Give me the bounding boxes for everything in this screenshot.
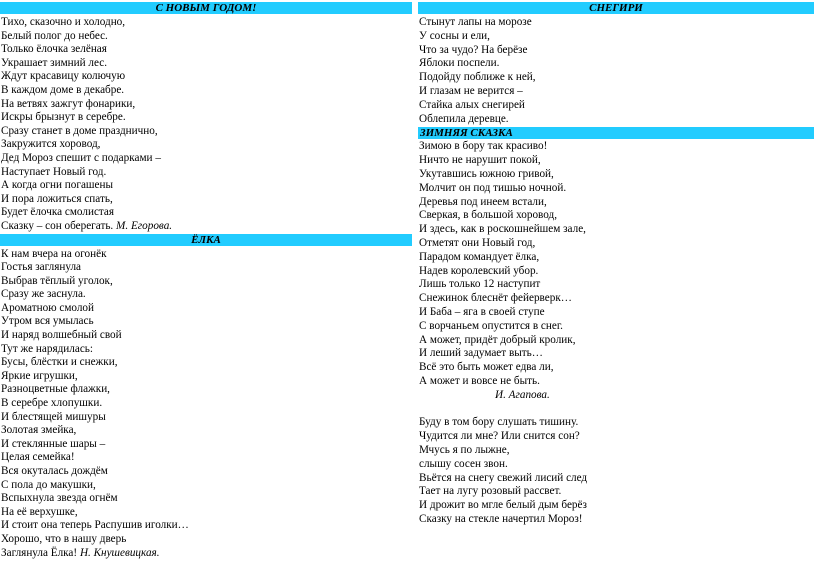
poem-line: Стынут лапы на морозе bbox=[419, 16, 532, 28]
poem1-last-text: Сказку – сон оберегать. bbox=[1, 219, 114, 232]
poem-line: Парадом командует ёлка, bbox=[419, 250, 540, 263]
poem-line: Сверкая, в большой хоровод, bbox=[419, 209, 558, 222]
poem-line: И стеклянные шары – bbox=[1, 437, 106, 450]
poem-line: На её верхушке, bbox=[1, 505, 78, 518]
poem-line: И блестящей мишуры bbox=[1, 410, 106, 423]
poem-line: С пола до макушки, bbox=[1, 478, 96, 491]
poem-line: Золотая змейка, bbox=[1, 424, 77, 437]
right-column bbox=[418, 2, 814, 527]
poem-line: Ждут красавицу колючую bbox=[1, 70, 126, 83]
poem-line: И леший задумает выть… bbox=[419, 347, 543, 360]
poem-line: Искры брызнут в серебре. bbox=[1, 111, 126, 124]
poem-line: Белый полог до небес. bbox=[1, 29, 108, 42]
poem-title-zimnyaya-skazka: ЗИМНЯЯ СКАЗКА bbox=[418, 127, 814, 139]
poem2-last-text: Заглянула Ёлка! bbox=[1, 546, 78, 559]
poem-line: Ароматною смолой bbox=[1, 301, 95, 314]
poem-line: Деревья под инеем встали, bbox=[419, 195, 547, 208]
poem1-last-line bbox=[0, 220, 412, 234]
poem-line: Наступает Новый год. bbox=[1, 165, 107, 178]
poem-line: Утром вся умылась bbox=[1, 315, 94, 328]
poem-line: Дед Мороз спешит с подарками – bbox=[1, 151, 161, 164]
poem-title-snegiri: СНЕГИРИ bbox=[418, 2, 814, 14]
poem-line: Лишь только 12 наступит bbox=[419, 278, 541, 291]
poem-line: Сказку на стекле начертил Мороз! bbox=[419, 512, 583, 525]
poem-line: В серебре хлопушки. bbox=[1, 397, 103, 410]
poem-line: В каждом доме в декабре. bbox=[1, 83, 125, 96]
poem-line: Яблоки поспели. bbox=[419, 57, 500, 70]
poem-line: У сосны и ели, bbox=[419, 29, 490, 42]
poem2-author: Н. Кнушевицкая. bbox=[79, 546, 160, 559]
poem-line: Чудится ли мне? Или снится сон? bbox=[419, 430, 580, 443]
poem-line: Яркие игрушки, bbox=[1, 369, 78, 382]
poem-line: Украшает зимний лес. bbox=[1, 56, 107, 69]
poem-line: С ворчаньем опустится в снег. bbox=[419, 319, 563, 332]
poem-line: Надев королевский убор. bbox=[419, 264, 539, 277]
poem1-author: М. Егорова. bbox=[116, 219, 173, 232]
poem-line: Мчусь я по лыжне, bbox=[419, 443, 510, 456]
poem-line: Выбрав тёплый уголок, bbox=[1, 274, 113, 287]
poem-line: И Баба – яга в своей ступе bbox=[419, 305, 545, 318]
poem-line: Только ёлочка зелёная bbox=[1, 43, 107, 56]
poem-line: Закружится хоровод, bbox=[1, 138, 101, 151]
poem-line: Вьётся на снегу свежий лисий след bbox=[419, 471, 588, 484]
poem-line: слышу сосен звон. bbox=[419, 457, 508, 470]
poem2-lines bbox=[0, 248, 412, 547]
poem4-author: И. Агапова. bbox=[495, 388, 550, 401]
poem-line: И наряд волшебный свой bbox=[1, 329, 122, 342]
poem4-lines bbox=[418, 140, 814, 388]
poem-line: Гостья заглянула bbox=[1, 261, 82, 274]
poem-line: Молчит он под тишью ночной. bbox=[419, 181, 567, 194]
poem-line: А когда огни погашены bbox=[1, 179, 113, 192]
poem-line: Всё это быть может едва ли, bbox=[419, 361, 554, 374]
poem-line: Разноцветные флажки, bbox=[1, 383, 110, 396]
poem4-lines2 bbox=[418, 416, 814, 526]
poem-line: Бусы, блёстки и снежки, bbox=[1, 356, 118, 369]
poem3-lines bbox=[418, 16, 814, 126]
poem-line: Сразу станет в доме празднично, bbox=[1, 124, 158, 137]
poem-line: А может и вовсе не быть. bbox=[419, 374, 540, 387]
poem-title-s-novym-godom: С НОВЫМ ГОДОМ! bbox=[0, 2, 412, 14]
poem-line: Стайка алых снегирей bbox=[419, 98, 525, 111]
poem2-last-line bbox=[0, 547, 412, 561]
poem-line: Будет ёлочка смолистая bbox=[1, 206, 115, 219]
poem-line: А может, придёт добрый кролик, bbox=[419, 333, 576, 346]
poem-line: Подойду поближе к ней, bbox=[419, 71, 536, 84]
poem-line: К нам вчера на огонёк bbox=[1, 247, 107, 260]
poem-line: Что за чудо? На берёзе bbox=[419, 43, 528, 56]
poem-line: Тут же нарядилась: bbox=[1, 342, 93, 355]
poem-line: Тает на лугу розовый рассвет. bbox=[419, 485, 562, 498]
poem-line: И пора ложиться спать, bbox=[1, 192, 113, 205]
poem-line: Зимою в бору так красиво! bbox=[419, 140, 548, 153]
poem-line: Укутавшись южною гривой, bbox=[419, 167, 554, 180]
poem-title-elka: ЁЛКА bbox=[0, 234, 412, 246]
stanza-gap bbox=[418, 403, 814, 417]
poem-line: И дрожит во мгле белый дым берёз bbox=[419, 499, 587, 512]
poem-line: И глазам не верится – bbox=[419, 84, 523, 97]
poem-line: Тихо, сказочно и холодно, bbox=[1, 16, 126, 28]
poem-line: Сразу же заснула. bbox=[1, 288, 86, 301]
poem-line: Вся окуталась дождём bbox=[1, 465, 108, 477]
poem-line: Хорошо, что в нашу дверь bbox=[1, 532, 127, 545]
left-column bbox=[0, 2, 412, 560]
poem-line: Вспыхнула звезда огнём bbox=[1, 492, 118, 505]
poem-line: Облепила деревце. bbox=[419, 112, 509, 125]
poem-line: И здесь, как в роскошнейшем зале, bbox=[419, 223, 586, 236]
poem-line: И стоит она теперь Распушив иголки… bbox=[1, 519, 189, 532]
poem-line: Буду в том бору слушать тишину. bbox=[419, 416, 579, 429]
poem-line: Отметят они Новый год, bbox=[419, 236, 536, 249]
poem-line: Ничто не нарушит покой, bbox=[419, 154, 541, 167]
poem1-lines bbox=[0, 16, 412, 220]
poem-line: На ветвях зажгут фонарики, bbox=[1, 97, 136, 110]
poem-line: Снежинок блеснёт фейерверк… bbox=[419, 292, 572, 305]
poem-line: Целая семейка! bbox=[1, 451, 75, 464]
